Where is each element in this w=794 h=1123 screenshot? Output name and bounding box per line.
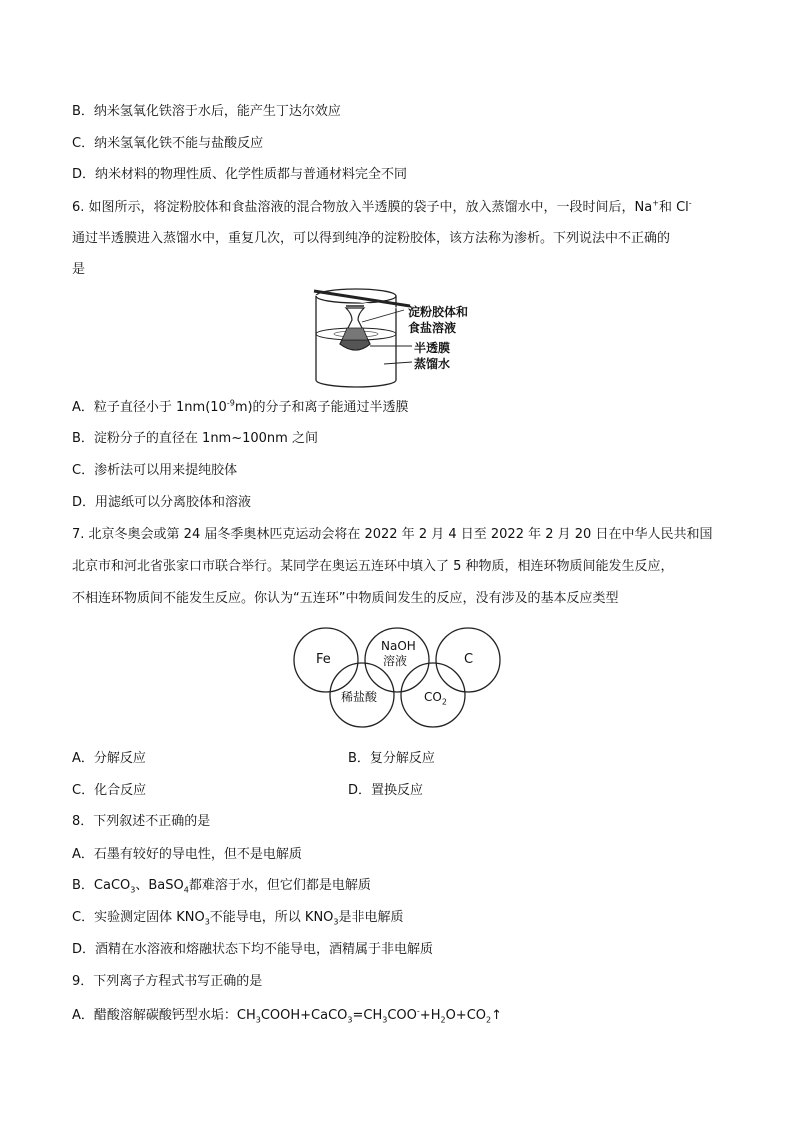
q8-option-b: B．CaCO$_3$、BaSO$_4$都难溶于水，但它们都是电解质 [72, 878, 371, 895]
q8-option-c: C．实验测定固体 $KNO_3$不能导电，所以 $KNO_3$是非电解质 [72, 910, 404, 927]
q8-option-a: A．石墨有较好的导电性，但不是电解质 [72, 847, 302, 862]
q6-option-d: D．用滤纸可以分离胶体和溶液 [72, 495, 252, 510]
q8-stem: 8．下列叙述不正确的是 [72, 814, 211, 829]
label-membrane: 半透膜 [414, 341, 451, 355]
q5-option-d: D．纳米材料的物理性质、化学性质都与普通材料完全不同 [72, 167, 408, 182]
q6-stem-line-2: 通过半透膜进入蒸馏水中，重复几次，可以得到纯净的淀粉胶体，该方法称为渗析。下列说法中不正确的 [72, 231, 671, 246]
label-mixture-line-2: 食盐溶液 [408, 321, 457, 335]
q6-option-b: B．淀粉分子的直径在 1nm~100nm 之间 [72, 431, 318, 446]
q6-stem-line-1: 6. 如图所示，将淀粉胶体和食盐溶液的混合物放入半透膜的袋子中，放入蒸馏水中，一段时间后，Na+和 Cl- [72, 198, 692, 215]
ring-label-hcl: 稀盐酸 [341, 690, 378, 704]
ring-label-co2: $CO_2$ [424, 690, 447, 707]
q7-option-a: A．分解反应 [72, 751, 146, 766]
label-mixture-line-1: 淀粉胶体和 [408, 305, 469, 319]
q6-option-c: C．渗析法可以用来提纯胶体 [72, 463, 238, 478]
q9-stem: 9．下列离子方程式书写正确的是 [72, 974, 263, 989]
q7-stem-line-1: 7. 北京冬奥会或第 24 届冬季奥林匹克运动会将在 2022 年 2 月 4 日至 2022 年 2 月 20 日在中华人民共和国 [72, 527, 713, 542]
dialysis-figure [300, 284, 480, 392]
ring-label-naoh-line-1: NaOH [381, 639, 416, 653]
q9-option-a: A．醋酸溶解碳酸钙型水垢：$CH_3COOH+CaCO_3=CH_3COO^-+H_2O+CO_2↑$ [72, 1006, 502, 1025]
q7-stem-line-2: 北京市和河北省张家口市联合举行。某同学在奥运五连环中填入了 5 种物质，相连环物质间能发生反应， [72, 559, 674, 574]
leader-water [384, 362, 412, 364]
q7-stem-line-3: 不相连环物质间不能发生反应。你认为“五连环”中物质间发生的反应，没有涉及的基本反应类型 [72, 591, 619, 606]
bag-contents [340, 340, 370, 350]
ring-label-fe: Fe [316, 652, 331, 667]
q7-option-d: D．置换反应 [348, 783, 424, 798]
q5-option-b: B．纳米氢氧化铁溶于水后，能产生丁达尔效应 [72, 104, 341, 119]
q6-option-a: A．粒子直径小于 $1nm(10^{-9}m)$的分子和离子能通过半透膜 [72, 398, 409, 415]
label-distilled-water: 蒸馏水 [414, 357, 451, 371]
ring-label-c: C [464, 652, 474, 667]
leader-mixture [362, 310, 404, 322]
q7-option-c: C．化合反应 [72, 783, 147, 798]
q6-stem-line-3: 是 [72, 262, 86, 277]
q7-option-b: B．复分解反应 [348, 751, 435, 766]
beaker-bottom [316, 380, 396, 387]
q5-option-c: C．纳米氢氧化铁不能与盐酸反应 [72, 136, 264, 151]
ring-label-naoh-line-2: 溶液 [383, 654, 408, 668]
q8-option-d: D．酒精在水溶液和熔融状态下均不能导电，酒精属于非电解质 [72, 942, 434, 957]
